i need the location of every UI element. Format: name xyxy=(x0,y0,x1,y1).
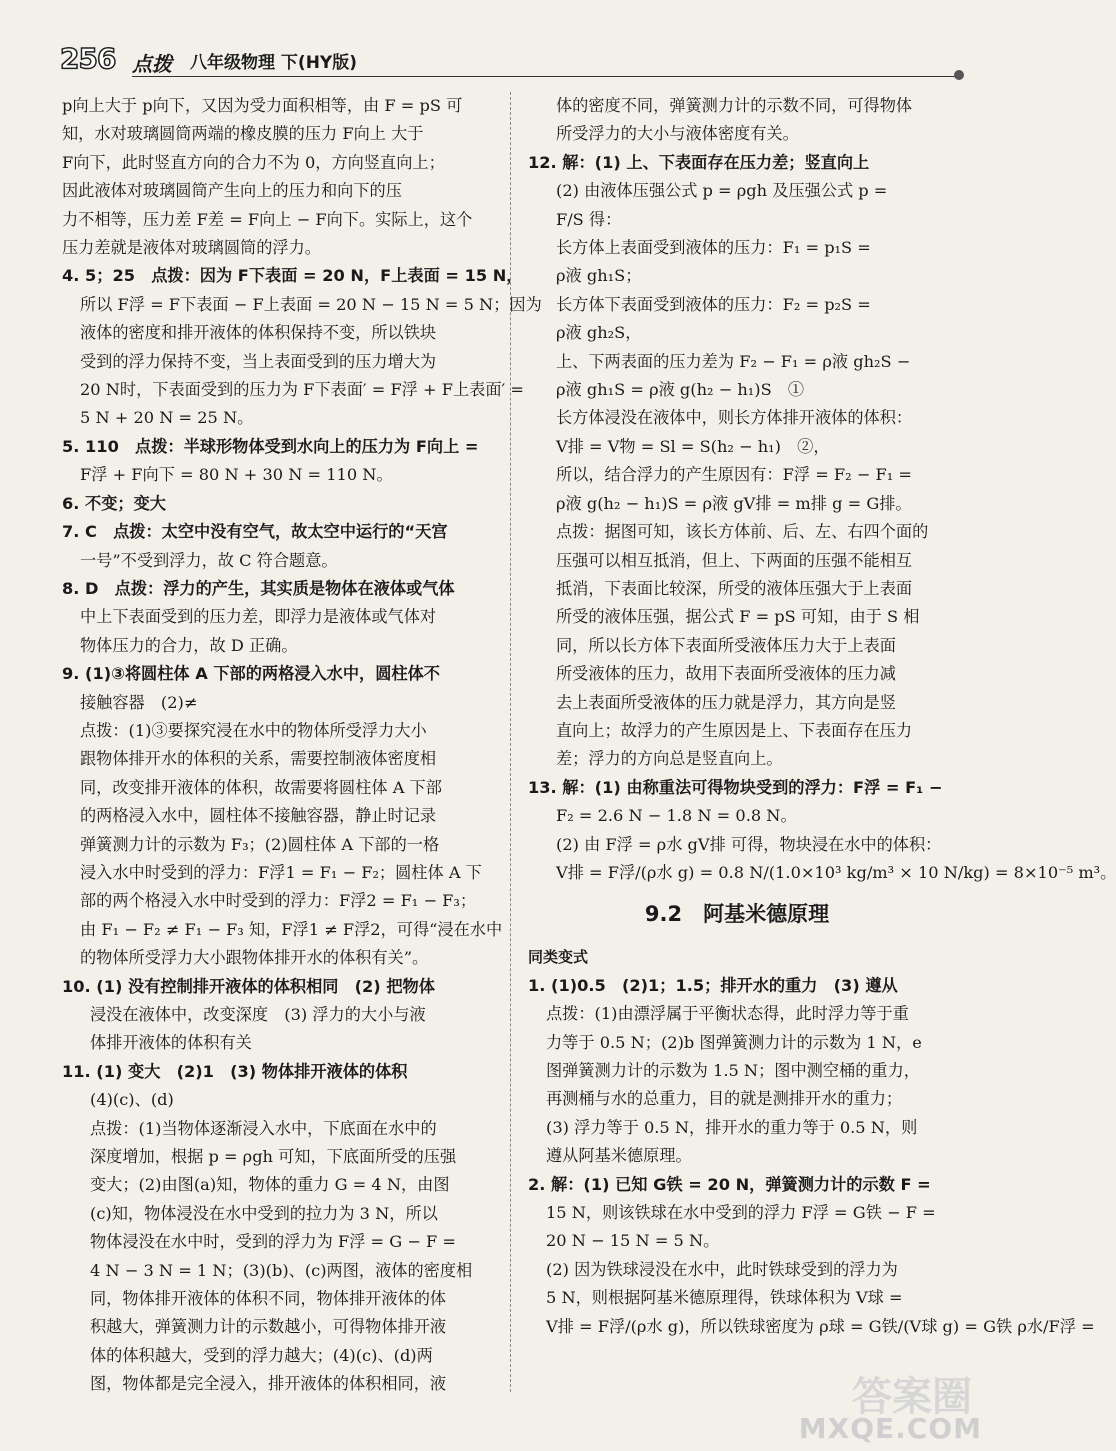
text-line: 图，物体都是完全浸入，排开液体的体积相同，液 xyxy=(90,1374,447,1394)
text-line: (2) 由液体压强公式 p = ρgh 及压强公式 p = xyxy=(556,181,888,201)
text-line: 浸入水中时受到的浮力：F浮1 = F₁ − F₂；圆柱体 A 下 xyxy=(80,862,482,882)
text-line: 9. (1)③将圆柱体 A 下部的两格浸入水中，圆柱体不 xyxy=(62,664,440,684)
text-line: 因此液体对玻璃圆筒产生向上的压力和向下的压 xyxy=(62,181,402,201)
watermark-url: MXQE.COM xyxy=(798,1412,982,1445)
text-line: 8. D 点拨：浮力的产生，其实质是物体在液体或气体 xyxy=(62,578,455,598)
text-line: 变大；(2)由图(a)知，物体的重力 G = 4 N，由图 xyxy=(90,1175,450,1195)
right-column-top xyxy=(528,92,1116,887)
text-line: 5 N，则根据阿基米德原理得，铁球体积为 V球 = xyxy=(546,1288,903,1308)
text-line: 所受的液体压强，据公式 F = pS 可知，由于 S 相 xyxy=(556,607,920,627)
text-line: F向下，此时竖直方向的合力不为 0，方向竖直向上； xyxy=(62,152,445,172)
text-line: ρ液 gh₁S； xyxy=(556,266,642,286)
text-line: (c)知，物体浸没在水中受到的拉力为 3 N，所以 xyxy=(90,1203,438,1223)
text-line: 物体浸没在水中时，受到的浮力为 F浮 = G − F = xyxy=(90,1232,456,1252)
text-line: ρ液 g(h₂ − h₁)S = ρ液 gV排 = m排 g = G排。 xyxy=(556,493,912,513)
text-line: (3) 浮力等于 0.5 N，排开水的重力等于 0.5 N，则 xyxy=(546,1117,918,1137)
text-line: 1. (1)0.5 (2)1；1.5；排开水的重力 (3) 遵从 xyxy=(528,975,898,995)
text-line: 所受浮力的大小与液体密度有关。 xyxy=(556,124,799,144)
text-line: 再测桶与水的总重力，目的就是测排开水的重力； xyxy=(546,1089,903,1109)
text-line: 受到的浮力保持不变，当上表面受到的压力增大为 xyxy=(80,351,437,371)
text-line: 知，水对玻璃圆筒两端的橡皮膜的压力 F向上 大于 xyxy=(62,124,424,144)
text-line: 中上下表面受到的压力差，即浮力是液体或气体对 xyxy=(80,607,437,627)
text-line: 体的密度不同，弹簧测力计的示数不同，可得物体 xyxy=(556,96,913,115)
text-line: 15 N，则该铁球在水中受到的浮力 F浮 = G铁 − F = xyxy=(546,1203,936,1223)
text-line: 的物体所受浮力大小跟物体排开水的体积有关”。 xyxy=(80,948,429,968)
brand-name: 点拨 xyxy=(132,52,172,76)
text-line: 点拨：(1)③要探究浸在水中的物体所受浮力大小 xyxy=(80,720,427,740)
text-line: 弹簧测力计的示数为 F₃；(2)圆柱体 A 下部的一格 xyxy=(80,834,440,854)
header-rule-dot xyxy=(954,70,964,80)
watermark-logo: 答案圈 xyxy=(852,1374,972,1420)
text-line: 力等于 0.5 N；(2)b 图弹簧测力计的示数为 1 N，e xyxy=(546,1032,922,1052)
book-title: 八年级物理 下(HY版) xyxy=(190,53,357,73)
text-line: 20 N时，下表面受到的压力为 F下表面′ = F浮 + F上表面′ = xyxy=(80,380,524,400)
text-line: (4)(c)、(d) xyxy=(90,1090,174,1110)
text-line: 深度增加，根据 p = ρgh 可知，下底面所受的压强 xyxy=(90,1147,457,1167)
text-line: 抵消，下表面比较深，所受的液体压强大于上表面 xyxy=(556,578,913,598)
text-line: ρ液 gh₁S = ρ液 g(h₂ − h₁)S ① xyxy=(556,380,805,400)
text-line: 12. 解：(1) 上、下表面存在压力差；竖直向上 xyxy=(528,152,870,172)
text-line: 同，改变排开液体的体积，故需要将圆柱体 A 下部 xyxy=(80,777,442,797)
text-line: 长方体下表面受到液体的压力：F₂ = p₂S = xyxy=(556,294,871,314)
text-line: 压强可以相互抵消，但上、下两面的压强不能相互 xyxy=(556,550,913,570)
text-line: 压力差就是液体对玻璃圆筒的浮力。 xyxy=(62,238,321,258)
text-line: F浮 + F向下 = 80 N + 30 N = 110 N。 xyxy=(80,465,393,485)
text-line: 点拨：(1)由漂浮属于平衡状态得，此时浮力等于重 xyxy=(546,1004,909,1024)
text-line: 体的体积越大，受到的浮力越大；(4)(c)、(d)两 xyxy=(90,1345,433,1365)
text-line: 10. (1) 没有控制排开液体的体积相同 (2) 把物体 xyxy=(62,976,435,996)
text-line: 接触容器 (2)≠ xyxy=(80,692,198,712)
text-line: (2) 因为铁球浸没在水中，此时铁球受到的浮力为 xyxy=(546,1259,898,1279)
right-column xyxy=(528,92,1116,1341)
text-line: 所以 F浮 = F下表面 − F上表面 = 20 N − 15 N = 5 N；因为 xyxy=(80,294,542,314)
text-line: 4 N − 3 N = 1 N；(3)(b)、(c)两图，液体的密度相 xyxy=(90,1260,473,1280)
text-line: 上、下两表面的压力差为 F₂ − F₁ = ρ液 gh₂S − xyxy=(556,351,911,371)
text-line: 力不相等，压力差 F差 = F向上 − F向下。实际上，这个 xyxy=(62,209,473,229)
text-line: 跟物体排开水的体积的关系，需要控制液体密度相 xyxy=(80,749,437,769)
text-line: 一号”不受到浮力，故 C 符合题意。 xyxy=(80,550,338,570)
column-divider xyxy=(510,92,511,1392)
text-line: V排 = V物 = Sl = S(h₂ − h₁) ②， xyxy=(556,436,830,456)
text-line: 遵从阿基米德原理。 xyxy=(546,1146,692,1166)
text-line: 所以，结合浮力的产生原因有：F浮 = F₂ − F₁ = xyxy=(556,465,912,485)
text-line: 所受液体的压力，故用下表面所受液体的压力减 xyxy=(556,664,896,684)
text-line: 4. 5；25 点拨：因为 F下表面 = 20 N，F上表面 = 15 N， xyxy=(62,266,523,286)
header-rule xyxy=(132,76,960,77)
text-line: p向上大于 p向下，又因为受力面积相等，由 F = pS 可 xyxy=(62,96,463,115)
text-line: 的两格浸入水中，圆柱体不接触容器，静止时记录 xyxy=(80,806,437,826)
text-line: V排 = F浮/(ρ水 g)，所以铁球密度为 ρ球 = G铁/(V球 g) = G铁 ρ水/F浮 = xyxy=(546,1316,1095,1336)
text-line: 点拨：(1)当物体逐渐浸入水中，下底面在水中的 xyxy=(90,1118,437,1138)
text-line: 由 F₁ − F₂ ≠ F₁ − F₃ 知，F浮1 ≠ F浮2，可得“浸在水中 xyxy=(80,919,503,939)
page-header xyxy=(60,42,960,86)
text-line: F/S 得： xyxy=(556,209,622,229)
text-line: ρ液 gh₂S， xyxy=(556,323,642,343)
page-number: 256 xyxy=(60,42,116,75)
left-column xyxy=(62,92,542,1399)
text-line: 差；浮力的方向总是竖直向上。 xyxy=(556,749,783,769)
text-line: 液体的密度和排开液体的体积保持不变，所以铁块 xyxy=(80,323,437,343)
text-line: 体排开液体的体积有关 xyxy=(90,1033,252,1053)
text-line: 直向上；故浮力的产生原因是上、下表面存在压力 xyxy=(556,720,913,740)
text-line: 去上表面所受液体的压力就是浮力，其方向是竖 xyxy=(556,692,896,712)
text-line: 物体压力的合力，故 D 正确。 xyxy=(80,635,298,655)
text-line: 5 N + 20 N = 25 N。 xyxy=(80,408,254,428)
text-line: 20 N − 15 N = 5 N。 xyxy=(546,1231,720,1251)
text-line: 积越大，弹簧测力计的示数越小，可得物体排开液 xyxy=(90,1317,447,1337)
text-line: 点拨：据图可知，该长方体前、后、左、右四个面的 xyxy=(556,522,929,542)
text-line: 2. 解：(1) 已知 G铁 = 20 N，弹簧测力计的示数 F = xyxy=(528,1174,931,1194)
text-line: V排 = F浮/(ρ水 g) = 0.8 N/(1.0×10³ kg/m³ × 10 N/kg) = 8×10⁻⁵ m³。 xyxy=(556,862,1116,882)
right-column-bottom xyxy=(528,972,1095,1341)
text-line: F₂ = 2.6 N − 1.8 N = 0.8 N。 xyxy=(556,806,797,826)
text-line: 13. 解：(1) 由称重法可得物块受到的浮力：F浮 = F₁ − xyxy=(528,777,943,797)
text-line: 5. 110 点拨：半球形物体受到水向上的压力为 F向上 = xyxy=(62,436,479,456)
text-line: 长方体上表面受到液体的压力：F₁ = p₁S = xyxy=(556,238,871,258)
text-line: 6. 不变；变大 xyxy=(62,493,166,513)
text-line: 7. C 点拨：太空中没有空气，故太空中运行的“天宫 xyxy=(62,522,448,542)
text-line: 11. (1) 变大 (2)1 (3) 物体排开液体的体积 xyxy=(62,1061,408,1081)
text-line: 浸没在液体中，改变深度 (3) 浮力的大小与液 xyxy=(90,1005,426,1024)
text-line: 部的两个格浸入水中时受到的浮力：F浮2 = F₁ − F₃； xyxy=(80,891,477,911)
text-line: (2) 由 F浮 = ρ水 gV排 可得，物块浸在水中的体积： xyxy=(556,834,942,854)
text-line: 同，物体排开液体的体积不同，物体排开液体的体 xyxy=(90,1289,447,1309)
section-title: 9.2 阿基米德原理 xyxy=(644,902,830,927)
watermark xyxy=(792,1365,982,1445)
section-subheading: 同类变式 xyxy=(528,948,589,967)
text-line: 长方体浸没在液体中，则长方体排开液体的体积： xyxy=(556,408,913,428)
text-line: 同，所以长方体下表面所受液体压力大于上表面 xyxy=(556,635,896,655)
text-line: 图弹簧测力计的示数为 1.5 N；图中测空桶的重力， xyxy=(546,1061,920,1080)
